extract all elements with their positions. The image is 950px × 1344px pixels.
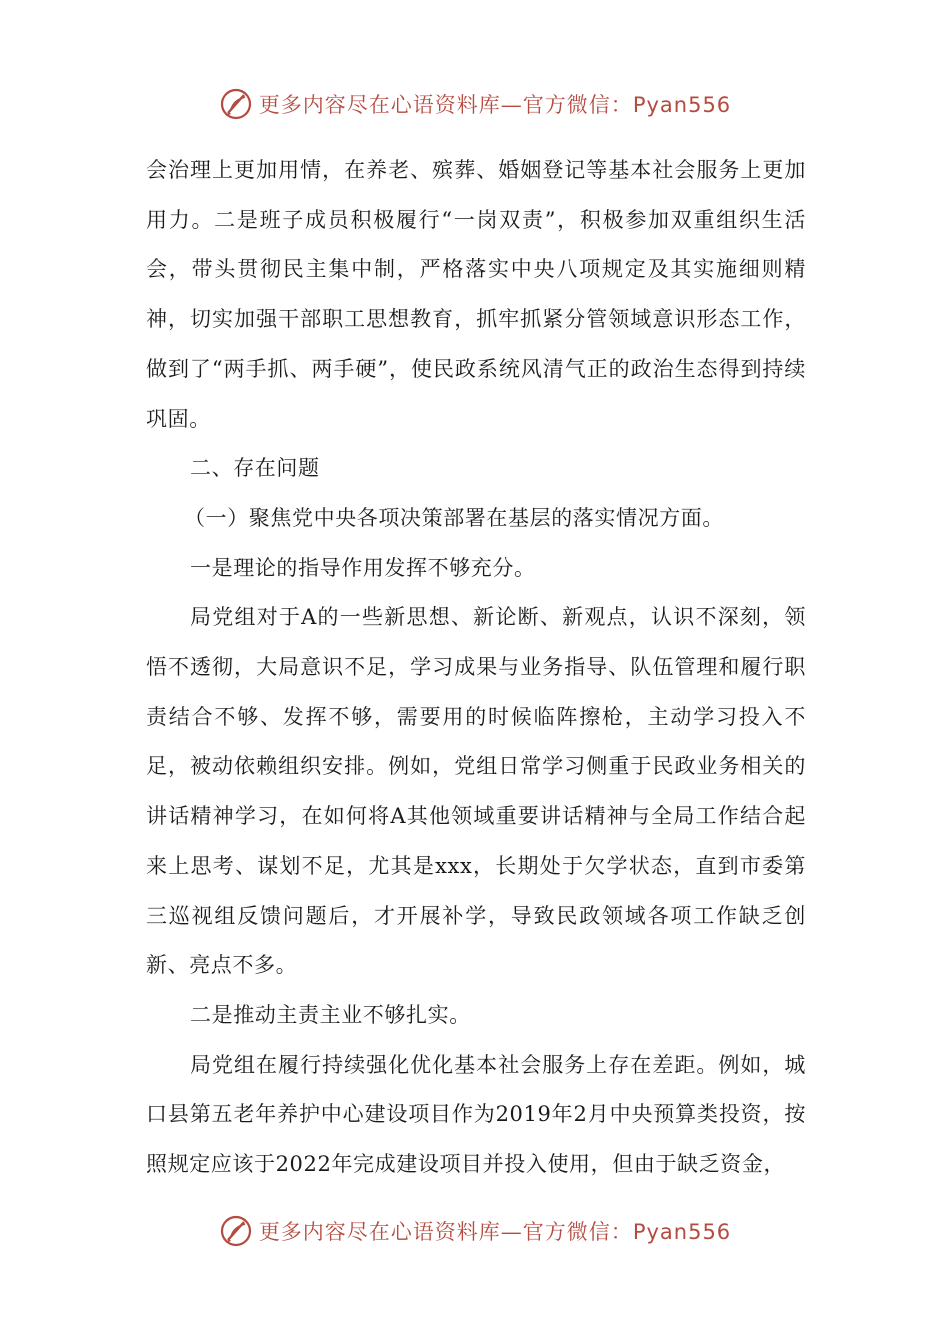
pen-logo-icon [219,1214,253,1248]
paragraph-continuation: 会治理上更加用情，在养老、殡葬、婚姻登记等基本社会服务上更加用力。二是班子成员积极履行“一岗双责”，积极参加双重组织生活会，带头贯彻民主集中制，严格落实中央八项规定及其实施细则精神，切实加强干部职工思想教育，抓牢抓紧分管领域意识形态工作，做到了“两手抓、两手硬”，使民政系统风清气正的政治生态得到持续巩固。 [146,158,806,431]
watermark-text: 更多内容尽在心语资料库—官方微信：Pyan556 [258,93,732,117]
subsection-heading: （一）聚焦党中央各项决策部署在基层的落实情况方面。 [184,505,724,530]
pen-logo-icon [219,87,253,121]
footer-watermark [0,1209,950,1253]
paragraph-theory: 局党组对于A的一些新思想、新论断、新观点，认识不深刻，领悟不透彻，大局意识不足，学习成果与业务指导、队伍管理和履行职责结合不够、发挥不够，需要用的时候临阵擦枪，主动学习投入不足，被动依赖组织安排。例如，党组日常学习侧重于民政业务相关的讲话精神学习，在如何将A其他领域重要讲话精神与全局工作结合起来上思考、谋划不足，尤其是xxx，长期处于欠学状态，直到市委第三巡视组反馈问题后，才开展补学，导致民政领域各项工作缺乏创新、亮点不多。 [146,605,806,978]
point-heading-1: 一是理论的指导作用发挥不够充分。 [190,555,536,580]
header-watermark [0,82,950,126]
paragraph-main-duty: 局党组在履行持续强化优化基本社会服务上存在差距。例如，城口县第五老年养护中心建设项目作为2019年2月中央预算类投资，按照规定应该于2022年完成建设项目并投入使用，但由于缺乏资金， [146,1052,806,1177]
point-heading-2: 二是推动主责主业不够扎实。 [190,1002,471,1027]
document-body [146,146,806,1190]
section-heading: 二、存在问题 [190,456,320,481]
watermark-text: 更多内容尽在心语资料库—官方微信：Pyan556 [258,1220,732,1244]
